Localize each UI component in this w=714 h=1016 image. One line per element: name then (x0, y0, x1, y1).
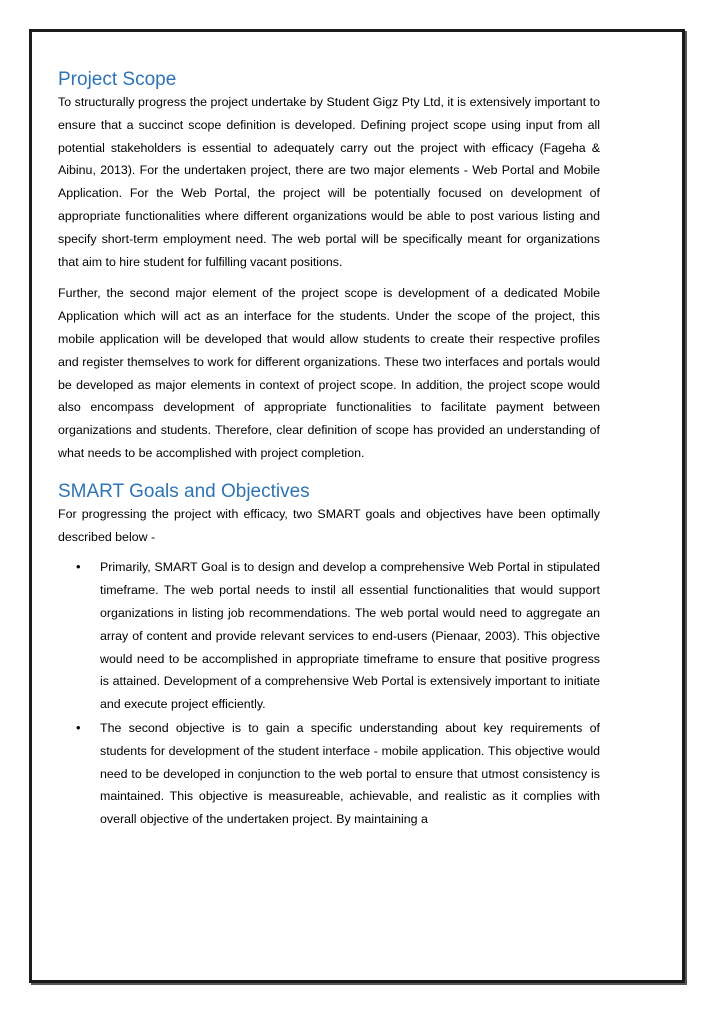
bullet-icon: • (76, 719, 81, 735)
bullet-icon: • (76, 559, 81, 575)
list-item-text: Primarily, SMART Goal is to design and develop a comprehensive Web Portal in stipulated timeframe. The web portal needs to instil all essential functionalities that would support organizations in listing job recommendations. The web portal would need to aggregate an array of content and provide relevant services to end-users (Pienaar, 2003). This objective would need to be accomplished in appropriate timeframe to ensure that positive progress is attained. Development of a comprehensive Web Portal is extensively important to initiate and execute project efficiently. (100, 560, 600, 712)
list-item (58, 556, 600, 716)
section-heading: Project Scope (58, 69, 177, 90)
project-scope-section (58, 69, 600, 465)
body-paragraph: Further, the second major element of the project scope is development of a dedicated Mobile Application which will act as an interface for the students. Under the scope of the project, this mobile application will be developed that would allow students to create their respective profiles and register themselves to work for different organizations. These two interfaces and portals would be developed as major elements in context of project scope. In addition, the project scope would also encompass development of appropriate functionalities to facilitate payment between organizations and students. Therefore, clear definition of scope has provided an understanding of what needs to be accomplished with project completion. (58, 286, 600, 460)
document-body (58, 69, 600, 832)
bullet-list (58, 556, 600, 831)
body-paragraph: For progressing the project with efficacy, two SMART goals and objectives have been optimally described below - (58, 506, 600, 544)
body-paragraph: To structurally progress the project undertake by Student Gigz Pty Ltd, it is extensively important to ensure that a succinct scope definition is developed. Defining project scope using input from all potential stakeholders is essential to adequately carry out the project with efficacy (Fageha & Aibinu, 2013). For the undertaken project, there are two major elements - Web Portal and Mobile Application. For the Web Portal, the project will be potentially focused on development of appropriate functionalities where different organizations would be able to post various listing and specify short-term employment need. The web portal will be specifically meant for organizations that aim to hire student for fulfilling vacant positions. (58, 95, 600, 269)
smart-goals-section (58, 481, 600, 831)
list-item (58, 717, 600, 831)
list-item-text: The second objective is to gain a specific understanding about key requirements of students for development of the student interface - mobile application. This objective would need to be developed in conjunction to the web portal to ensure that utmost consistency is maintained. This objective is measureable, achievable, and realistic as it complies with overall objective of the undertaken project. By maintaining a (100, 720, 600, 827)
section-heading: SMART Goals and Objectives (58, 480, 310, 502)
